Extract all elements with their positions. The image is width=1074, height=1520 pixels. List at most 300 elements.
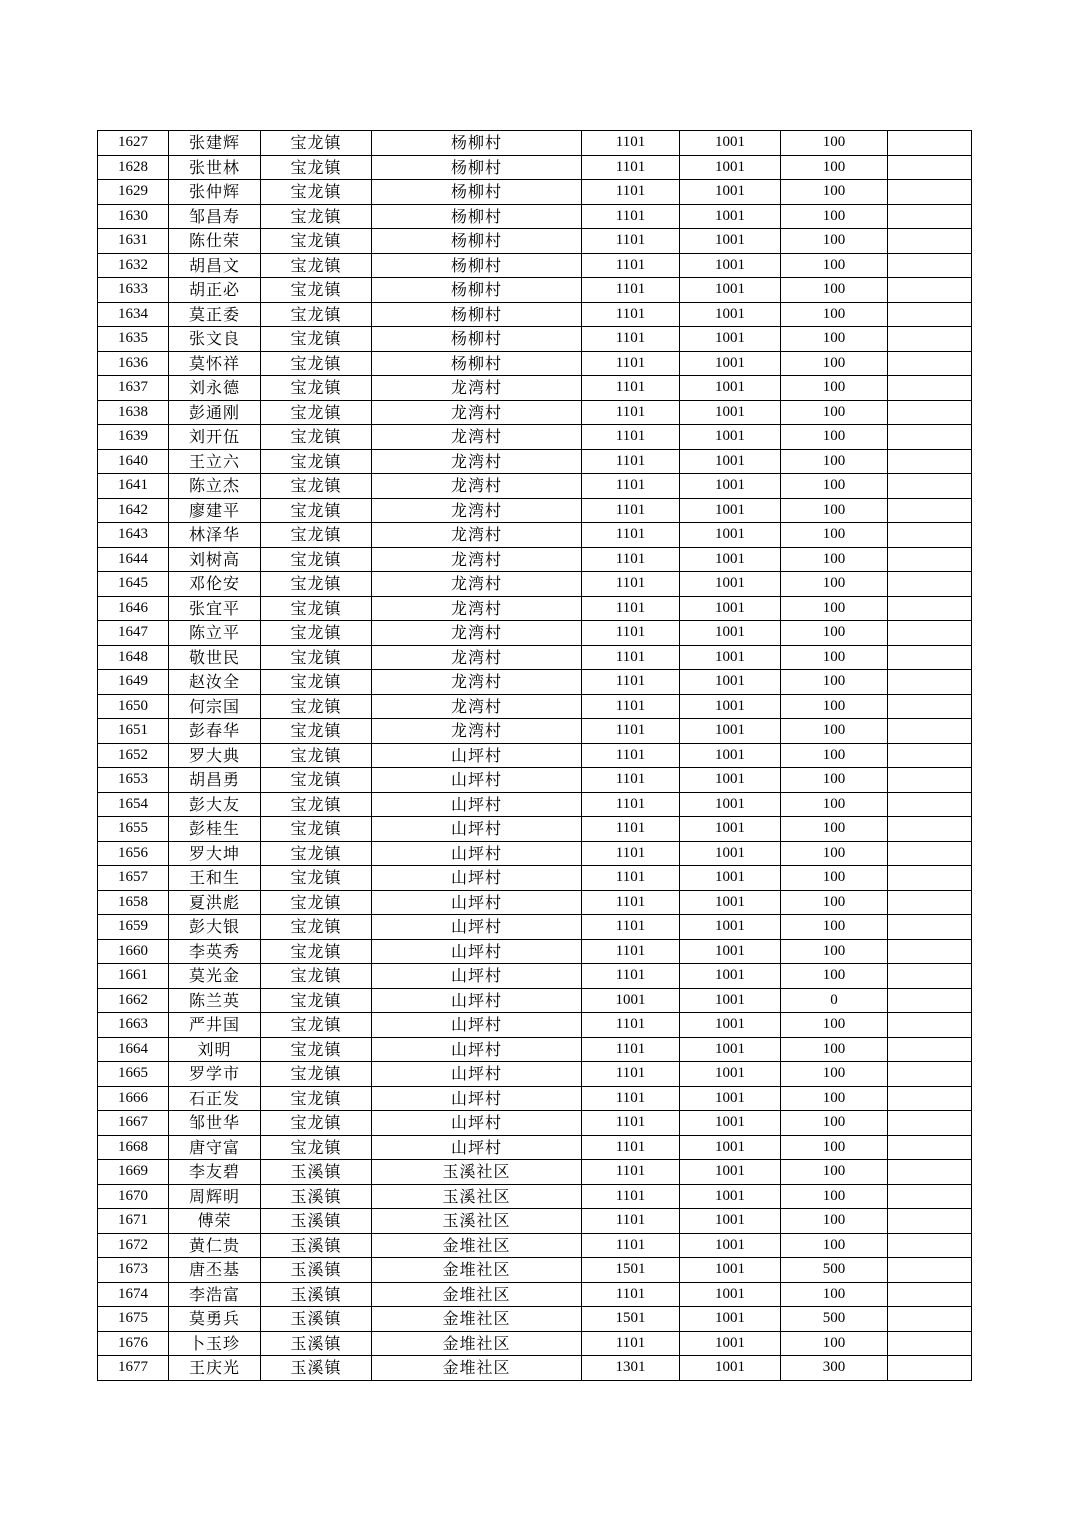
note-cell	[888, 449, 972, 474]
name-cell: 邹世华	[169, 1111, 261, 1136]
code-cell: 1101	[582, 131, 680, 156]
amount-cell: 100	[781, 376, 888, 401]
village-cell: 龙湾村	[372, 425, 582, 450]
village-cell: 杨柳村	[372, 229, 582, 254]
index-cell: 1649	[98, 670, 169, 695]
village-cell: 山坪村	[372, 939, 582, 964]
note-cell	[888, 596, 972, 621]
code2-cell: 1001	[680, 253, 781, 278]
name-cell: 廖建平	[169, 498, 261, 523]
code-cell: 1101	[582, 792, 680, 817]
note-cell	[888, 229, 972, 254]
code-cell: 1101	[582, 229, 680, 254]
name-cell: 卜玉珍	[169, 1331, 261, 1356]
amount-cell: 300	[781, 1356, 888, 1381]
note-cell	[888, 131, 972, 156]
code-cell: 1101	[582, 621, 680, 646]
name-cell: 刘开伍	[169, 425, 261, 450]
code-cell: 1101	[582, 400, 680, 425]
table-row	[98, 376, 972, 401]
amount-cell: 100	[781, 1062, 888, 1087]
village-cell: 山坪村	[372, 890, 582, 915]
village-cell: 龙湾村	[372, 596, 582, 621]
name-cell: 唐守富	[169, 1135, 261, 1160]
table-row	[98, 498, 972, 523]
village-cell: 杨柳村	[372, 253, 582, 278]
code2-cell: 1001	[680, 841, 781, 866]
code-cell: 1101	[582, 1062, 680, 1087]
amount-cell: 100	[781, 204, 888, 229]
index-cell: 1640	[98, 449, 169, 474]
town-cell: 宝龙镇	[261, 351, 372, 376]
code2-cell: 1001	[680, 1233, 781, 1258]
code-cell: 1101	[582, 1282, 680, 1307]
town-cell: 宝龙镇	[261, 131, 372, 156]
amount-cell: 500	[781, 1307, 888, 1332]
name-cell: 夏洪彪	[169, 890, 261, 915]
town-cell: 宝龙镇	[261, 670, 372, 695]
code2-cell: 1001	[680, 302, 781, 327]
index-cell: 1675	[98, 1307, 169, 1332]
code-cell: 1101	[582, 327, 680, 352]
note-cell	[888, 670, 972, 695]
code2-cell: 1001	[680, 768, 781, 793]
code-cell: 1101	[582, 719, 680, 744]
note-cell	[888, 1209, 972, 1234]
index-cell: 1628	[98, 155, 169, 180]
table-row	[98, 792, 972, 817]
name-cell: 胡昌勇	[169, 768, 261, 793]
index-cell: 1636	[98, 351, 169, 376]
note-cell	[888, 351, 972, 376]
town-cell: 玉溪镇	[261, 1160, 372, 1185]
table-row	[98, 474, 972, 499]
amount-cell: 100	[781, 1233, 888, 1258]
table-row	[98, 547, 972, 572]
amount-cell: 100	[781, 621, 888, 646]
note-cell	[888, 498, 972, 523]
table-row	[98, 596, 972, 621]
amount-cell: 100	[781, 792, 888, 817]
table-row	[98, 1282, 972, 1307]
amount-cell: 100	[781, 425, 888, 450]
code-cell: 1101	[582, 939, 680, 964]
town-cell: 宝龙镇	[261, 180, 372, 205]
table-row	[98, 351, 972, 376]
amount-cell: 100	[781, 1111, 888, 1136]
code2-cell: 1001	[680, 621, 781, 646]
name-cell: 何宗国	[169, 694, 261, 719]
town-cell: 玉溪镇	[261, 1209, 372, 1234]
amount-cell: 100	[781, 1135, 888, 1160]
code-cell: 1101	[582, 1037, 680, 1062]
name-cell: 胡昌文	[169, 253, 261, 278]
town-cell: 宝龙镇	[261, 915, 372, 940]
town-cell: 宝龙镇	[261, 327, 372, 352]
table-row	[98, 841, 972, 866]
town-cell: 玉溪镇	[261, 1282, 372, 1307]
amount-cell: 100	[781, 1331, 888, 1356]
code-cell: 1101	[582, 596, 680, 621]
table-row	[98, 964, 972, 989]
note-cell	[888, 180, 972, 205]
code-cell: 1101	[582, 1184, 680, 1209]
name-cell: 李友碧	[169, 1160, 261, 1185]
code2-cell: 1001	[680, 351, 781, 376]
code2-cell: 1001	[680, 1037, 781, 1062]
index-cell: 1644	[98, 547, 169, 572]
village-cell: 龙湾村	[372, 376, 582, 401]
amount-cell: 100	[781, 768, 888, 793]
village-cell: 杨柳村	[372, 302, 582, 327]
index-cell: 1654	[98, 792, 169, 817]
amount-cell: 100	[781, 1160, 888, 1185]
code2-cell: 1001	[680, 180, 781, 205]
town-cell: 宝龙镇	[261, 792, 372, 817]
amount-cell: 100	[781, 645, 888, 670]
amount-cell: 100	[781, 817, 888, 842]
index-cell: 1655	[98, 817, 169, 842]
index-cell: 1653	[98, 768, 169, 793]
code-cell: 1101	[582, 645, 680, 670]
table-row	[98, 817, 972, 842]
table-row	[98, 327, 972, 352]
code-cell: 1101	[582, 1233, 680, 1258]
town-cell: 玉溪镇	[261, 1307, 372, 1332]
village-cell: 玉溪社区	[372, 1209, 582, 1234]
code2-cell: 1001	[680, 474, 781, 499]
note-cell	[888, 1160, 972, 1185]
note-cell	[888, 1037, 972, 1062]
name-cell: 邓伦安	[169, 572, 261, 597]
village-cell: 龙湾村	[372, 670, 582, 695]
amount-cell: 100	[781, 474, 888, 499]
name-cell: 彭大友	[169, 792, 261, 817]
name-cell: 莫光金	[169, 964, 261, 989]
town-cell: 宝龙镇	[261, 547, 372, 572]
name-cell: 李浩富	[169, 1282, 261, 1307]
town-cell: 宝龙镇	[261, 988, 372, 1013]
name-cell: 莫怀祥	[169, 351, 261, 376]
table-row	[98, 1258, 972, 1283]
table-row	[98, 425, 972, 450]
code2-cell: 1001	[680, 988, 781, 1013]
code-cell: 1101	[582, 694, 680, 719]
code-cell: 1101	[582, 474, 680, 499]
village-cell: 山坪村	[372, 915, 582, 940]
table-row	[98, 1086, 972, 1111]
index-cell: 1639	[98, 425, 169, 450]
index-cell: 1674	[98, 1282, 169, 1307]
code-cell: 1101	[582, 743, 680, 768]
village-cell: 龙湾村	[372, 694, 582, 719]
name-cell: 彭桂生	[169, 817, 261, 842]
code2-cell: 1001	[680, 229, 781, 254]
note-cell	[888, 1233, 972, 1258]
index-cell: 1647	[98, 621, 169, 646]
table-row	[98, 449, 972, 474]
amount-cell: 100	[781, 694, 888, 719]
index-cell: 1642	[98, 498, 169, 523]
name-cell: 彭春华	[169, 719, 261, 744]
index-cell: 1627	[98, 131, 169, 156]
village-cell: 山坪村	[372, 1135, 582, 1160]
index-cell: 1656	[98, 841, 169, 866]
village-cell: 山坪村	[372, 1111, 582, 1136]
village-cell: 玉溪社区	[372, 1160, 582, 1185]
code-cell: 1101	[582, 768, 680, 793]
name-cell: 严井国	[169, 1013, 261, 1038]
name-cell: 刘明	[169, 1037, 261, 1062]
village-cell: 杨柳村	[372, 155, 582, 180]
code-cell: 1501	[582, 1258, 680, 1283]
name-cell: 唐丕基	[169, 1258, 261, 1283]
amount-cell: 100	[781, 841, 888, 866]
amount-cell: 100	[781, 278, 888, 303]
village-cell: 金堆社区	[372, 1307, 582, 1332]
amount-cell: 100	[781, 596, 888, 621]
town-cell: 玉溪镇	[261, 1184, 372, 1209]
code-cell: 1101	[582, 572, 680, 597]
name-cell: 陈兰英	[169, 988, 261, 1013]
code-cell: 1101	[582, 449, 680, 474]
table-row	[98, 743, 972, 768]
index-cell: 1662	[98, 988, 169, 1013]
amount-cell: 100	[781, 670, 888, 695]
code2-cell: 1001	[680, 523, 781, 548]
village-cell: 山坪村	[372, 866, 582, 891]
code-cell: 1101	[582, 890, 680, 915]
amount-cell: 100	[781, 1086, 888, 1111]
village-cell: 山坪村	[372, 792, 582, 817]
name-cell: 赵汝全	[169, 670, 261, 695]
table-row	[98, 939, 972, 964]
village-cell: 龙湾村	[372, 449, 582, 474]
code2-cell: 1001	[680, 1209, 781, 1234]
village-cell: 杨柳村	[372, 351, 582, 376]
table-row	[98, 1184, 972, 1209]
code-cell: 1101	[582, 253, 680, 278]
code-cell: 1101	[582, 180, 680, 205]
index-cell: 1631	[98, 229, 169, 254]
index-cell: 1648	[98, 645, 169, 670]
name-cell: 陈仕荣	[169, 229, 261, 254]
table-row	[98, 1135, 972, 1160]
index-cell: 1633	[98, 278, 169, 303]
table-row	[98, 719, 972, 744]
code-cell: 1101	[582, 1013, 680, 1038]
code2-cell: 1001	[680, 792, 781, 817]
village-cell: 金堆社区	[372, 1258, 582, 1283]
town-cell: 宝龙镇	[261, 1111, 372, 1136]
village-cell: 山坪村	[372, 964, 582, 989]
index-cell: 1671	[98, 1209, 169, 1234]
index-cell: 1660	[98, 939, 169, 964]
note-cell	[888, 1307, 972, 1332]
code2-cell: 1001	[680, 964, 781, 989]
name-cell: 林泽华	[169, 523, 261, 548]
note-cell	[888, 474, 972, 499]
name-cell: 张建辉	[169, 131, 261, 156]
amount-cell: 100	[781, 523, 888, 548]
table-row	[98, 1209, 972, 1234]
name-cell: 敬世民	[169, 645, 261, 670]
amount-cell: 100	[781, 155, 888, 180]
note-cell	[888, 645, 972, 670]
note-cell	[888, 425, 972, 450]
name-cell: 张文良	[169, 327, 261, 352]
note-cell	[888, 1331, 972, 1356]
amount-cell: 100	[781, 498, 888, 523]
code-cell: 1101	[582, 1111, 680, 1136]
table-row	[98, 670, 972, 695]
note-cell	[888, 1356, 972, 1381]
index-cell: 1646	[98, 596, 169, 621]
code-cell: 1101	[582, 817, 680, 842]
town-cell: 玉溪镇	[261, 1331, 372, 1356]
name-cell: 罗大坤	[169, 841, 261, 866]
town-cell: 宝龙镇	[261, 1062, 372, 1087]
table-row	[98, 1356, 972, 1381]
code-cell: 1101	[582, 155, 680, 180]
amount-cell: 100	[781, 915, 888, 940]
code-cell: 1101	[582, 1160, 680, 1185]
town-cell: 宝龙镇	[261, 498, 372, 523]
village-cell: 杨柳村	[372, 204, 582, 229]
index-cell: 1659	[98, 915, 169, 940]
table-row	[98, 621, 972, 646]
index-cell: 1643	[98, 523, 169, 548]
note-cell	[888, 890, 972, 915]
town-cell: 宝龙镇	[261, 229, 372, 254]
table-row	[98, 694, 972, 719]
town-cell: 玉溪镇	[261, 1258, 372, 1283]
table-row	[98, 1233, 972, 1258]
amount-cell: 100	[781, 939, 888, 964]
note-cell	[888, 817, 972, 842]
table-row	[98, 988, 972, 1013]
amount-cell: 500	[781, 1258, 888, 1283]
index-cell: 1676	[98, 1331, 169, 1356]
table-row	[98, 253, 972, 278]
town-cell: 宝龙镇	[261, 768, 372, 793]
note-cell	[888, 866, 972, 891]
town-cell: 宝龙镇	[261, 376, 372, 401]
village-cell: 山坪村	[372, 1062, 582, 1087]
table-body	[98, 131, 972, 1381]
town-cell: 宝龙镇	[261, 596, 372, 621]
amount-cell: 100	[781, 302, 888, 327]
name-cell: 邹昌寿	[169, 204, 261, 229]
code2-cell: 1001	[680, 743, 781, 768]
table-row	[98, 1037, 972, 1062]
index-cell: 1672	[98, 1233, 169, 1258]
code-cell: 1301	[582, 1356, 680, 1381]
table-row	[98, 204, 972, 229]
town-cell: 宝龙镇	[261, 302, 372, 327]
amount-cell: 100	[781, 449, 888, 474]
index-cell: 1668	[98, 1135, 169, 1160]
town-cell: 宝龙镇	[261, 523, 372, 548]
table-row	[98, 155, 972, 180]
name-cell: 刘永德	[169, 376, 261, 401]
note-cell	[888, 523, 972, 548]
index-cell: 1651	[98, 719, 169, 744]
village-cell: 山坪村	[372, 768, 582, 793]
town-cell: 宝龙镇	[261, 719, 372, 744]
note-cell	[888, 768, 972, 793]
table-row	[98, 131, 972, 156]
village-cell: 山坪村	[372, 1037, 582, 1062]
town-cell: 宝龙镇	[261, 1037, 372, 1062]
town-cell: 宝龙镇	[261, 645, 372, 670]
name-cell: 黄仁贵	[169, 1233, 261, 1258]
note-cell	[888, 719, 972, 744]
name-cell: 陈立平	[169, 621, 261, 646]
code-cell: 1101	[582, 670, 680, 695]
village-cell: 杨柳村	[372, 278, 582, 303]
code2-cell: 1001	[680, 939, 781, 964]
town-cell: 宝龙镇	[261, 572, 372, 597]
code2-cell: 1001	[680, 498, 781, 523]
code-cell: 1101	[582, 204, 680, 229]
town-cell: 宝龙镇	[261, 694, 372, 719]
code2-cell: 1001	[680, 645, 781, 670]
name-cell: 王庆光	[169, 1356, 261, 1381]
village-cell: 山坪村	[372, 1086, 582, 1111]
amount-cell: 100	[781, 1184, 888, 1209]
note-cell	[888, 743, 972, 768]
code2-cell: 1001	[680, 817, 781, 842]
table-row	[98, 890, 972, 915]
amount-cell: 100	[781, 131, 888, 156]
town-cell: 宝龙镇	[261, 621, 372, 646]
code-cell: 1101	[582, 1086, 680, 1111]
code2-cell: 1001	[680, 694, 781, 719]
code2-cell: 1001	[680, 425, 781, 450]
code2-cell: 1001	[680, 1282, 781, 1307]
amount-cell: 100	[781, 327, 888, 352]
village-cell: 山坪村	[372, 817, 582, 842]
amount-cell: 100	[781, 547, 888, 572]
table-row	[98, 180, 972, 205]
code-cell: 1101	[582, 278, 680, 303]
note-cell	[888, 1062, 972, 1087]
amount-cell: 100	[781, 180, 888, 205]
table-row	[98, 572, 972, 597]
code2-cell: 1001	[680, 131, 781, 156]
town-cell: 宝龙镇	[261, 939, 372, 964]
code2-cell: 1001	[680, 572, 781, 597]
table-row	[98, 866, 972, 891]
note-cell	[888, 327, 972, 352]
code2-cell: 1001	[680, 596, 781, 621]
index-cell: 1658	[98, 890, 169, 915]
code2-cell: 1001	[680, 1135, 781, 1160]
index-cell: 1630	[98, 204, 169, 229]
code-cell: 1101	[582, 351, 680, 376]
table-row	[98, 1013, 972, 1038]
village-cell: 杨柳村	[372, 180, 582, 205]
town-cell: 宝龙镇	[261, 1086, 372, 1111]
name-cell: 王立六	[169, 449, 261, 474]
code2-cell: 1001	[680, 890, 781, 915]
town-cell: 宝龙镇	[261, 964, 372, 989]
village-cell: 金堆社区	[372, 1331, 582, 1356]
index-cell: 1664	[98, 1037, 169, 1062]
code-cell: 1101	[582, 964, 680, 989]
code2-cell: 1001	[680, 1356, 781, 1381]
